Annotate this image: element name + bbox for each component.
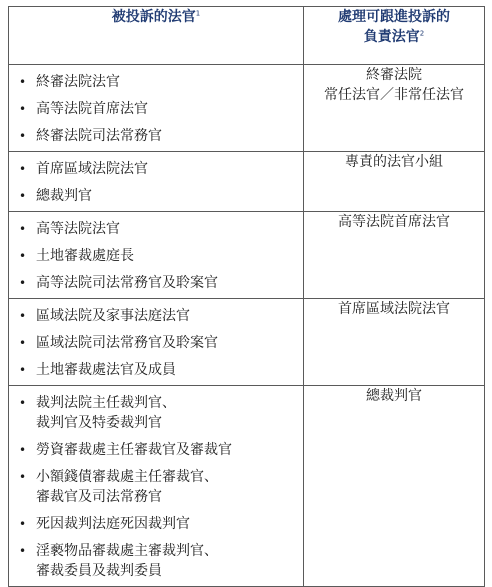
list-item — [9, 246, 303, 266]
bullet-icon: • — [19, 222, 27, 236]
judges-cell — [9, 386, 304, 587]
list-item — [9, 467, 303, 507]
list-item — [9, 393, 303, 433]
judges-cell — [9, 212, 304, 299]
list-item — [9, 333, 303, 353]
bullet-icon: • — [19, 309, 27, 323]
footnote-1-marker: 1 — [195, 9, 201, 18]
bullet-icon: • — [19, 470, 27, 484]
judge-title: 總裁判官 — [36, 188, 92, 204]
judge-title: 高等法院司法常務官及聆案官 — [36, 275, 218, 291]
bullet-icon: • — [19, 189, 27, 203]
header-responsible-judge — [304, 7, 485, 65]
table-row — [9, 386, 485, 587]
table-row — [9, 65, 485, 152]
header-judges-label: 被投訴的法官 — [111, 9, 196, 25]
handler-cell: 專責的法官小組 — [304, 152, 485, 212]
judge-title: 勞資審裁處主任審裁官及審裁官 — [36, 442, 232, 458]
judge-title: 小額錢債審裁處主任審裁官、 審裁官及司法常務官 — [36, 469, 218, 505]
judge-title: 高等法院法官 — [36, 221, 120, 237]
list-item — [9, 126, 303, 146]
judge-title: 土地審裁處庭長 — [36, 248, 134, 264]
judges-cell — [9, 152, 304, 212]
bullet-icon: • — [19, 544, 27, 558]
bullet-icon: • — [19, 336, 27, 350]
bullet-icon: • — [19, 276, 27, 290]
judge-title: 終審法院法官 — [36, 74, 120, 90]
judge-title: 區域法院及家事法庭法官 — [36, 308, 190, 324]
judge-title: 裁判法院主任裁判官、 裁判官及特委裁判官 — [36, 395, 176, 431]
bullet-icon: • — [19, 396, 27, 410]
handler-cell: 終審法院 常任法官／非常任法官 — [304, 65, 485, 152]
bullet-icon: • — [19, 129, 27, 143]
table-row — [9, 212, 485, 299]
bullet-icon: • — [19, 517, 27, 531]
judge-title: 高等法院首席法官 — [36, 101, 148, 117]
judge-title: 淫褻物品審裁處主審裁判官、 審裁委員及裁判委員 — [36, 543, 218, 579]
handler-cell: 首席區域法院法官 — [304, 299, 485, 386]
judge-title: 土地審裁處法官及成員 — [36, 362, 176, 378]
handler-cell: 高等法院首席法官 — [304, 212, 485, 299]
complaint-table — [8, 6, 485, 587]
list-item — [9, 541, 303, 581]
bullet-icon: • — [19, 363, 27, 377]
header-judges-complained — [9, 7, 304, 65]
bullet-icon: • — [19, 162, 27, 176]
list-item — [9, 186, 303, 206]
bullet-icon: • — [19, 102, 27, 116]
list-item — [9, 273, 303, 293]
bullet-icon: • — [19, 443, 27, 457]
header-handler-line2: 負責法官 — [363, 29, 420, 45]
bullet-icon: • — [19, 249, 27, 263]
list-item — [9, 360, 303, 380]
list-item — [9, 440, 303, 460]
handler-cell: 總裁判官 — [304, 386, 485, 587]
judges-cell — [9, 65, 304, 152]
list-item — [9, 306, 303, 326]
judge-title: 死因裁判法庭死因裁判官 — [36, 516, 190, 532]
list-item — [9, 99, 303, 119]
header-handler-line1: 處理可跟進投訴的 — [338, 9, 450, 25]
judge-title: 區域法院司法常務官及聆案官 — [36, 335, 218, 351]
list-item — [9, 72, 303, 92]
judges-cell — [9, 299, 304, 386]
judge-title: 終審法院司法常務官 — [36, 128, 162, 144]
list-item — [9, 514, 303, 534]
list-item — [9, 159, 303, 179]
bullet-icon: • — [19, 75, 27, 89]
judge-title: 首席區域法院法官 — [36, 161, 148, 177]
table-row — [9, 152, 485, 212]
table-header-row — [9, 7, 485, 65]
table-row — [9, 299, 485, 386]
footnote-2-marker: 2 — [419, 29, 425, 38]
list-item — [9, 219, 303, 239]
